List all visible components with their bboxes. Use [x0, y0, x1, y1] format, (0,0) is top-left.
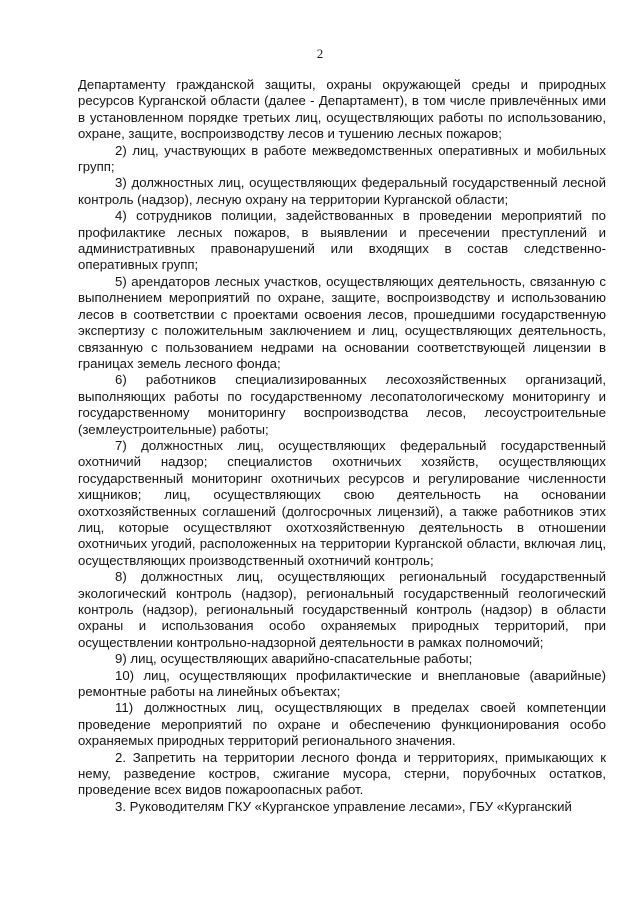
page-number: 2	[316, 46, 324, 61]
list-item: 3) должностных лиц, осуществляющих федеральный государственный лесной контроль (надзор), лесную охрану на территории Курганской области;	[78, 175, 606, 207]
clause-paragraph: 2. Запретить на территории лесного фонда и территориях, примыкающих к нему, разведение костров, сжигание мусора, стерни, порубочных остатков, проведение всех видов пожароопасных работ.	[78, 749, 606, 798]
list-item: 2) лиц, участвующих в работе межведомственных оперативных и мобильных групп;	[78, 142, 606, 175]
list-item: 8) должностных лиц, осуществляющих региональный государственный экологический контроль (надзор), региональный государственный геологический контроль (надзор), региональный государственный контроль (надзор) в области охраны и использования особо охраняемых природных территорий, при осуществлении контрольно-надзорной деятельности в рамках полномочий;	[78, 569, 606, 650]
paragraph-continuation: Департаменту гражданской защиты, охраны окружающей среды и природных ресурсов Курганской области (далее - Департамент), в том числе привлечённых ими в установленном порядке третьих лиц, осуществляющих работы по использованию, охране, защите, воспроизводству лесов и тушению лесных пожаров;	[78, 77, 606, 142]
list-item: 4) сотрудников полиции, задействованных в проведении мероприятий по профилактике лесных пожаров, в выявлении и пресечении преступлений и административных правонарушений или входящих в состав следственно-оперативных групп;	[78, 208, 606, 273]
list-item: 11) должностных лиц, осуществляющих в пределах своей компетенции проведение мероприятий по охране и обеспечению функционирования особо охраняемых природных территорий регионального значения.	[78, 700, 606, 749]
list-item: 7) должностных лиц, осуществляющих федеральный государственный охотничий надзор; специалистов охотничьих хозяйств, осуществляющих государственный мониторинг охотничьих ресурсов и регулирование численности хищников; лиц, осуществляющих свою деятельность на основании охотхозяйственных соглашений (долгосрочных лицензий), а также работников этих лиц, которые осуществляют охотхозяйственную деятельность в отношении охотничьих угодий, расположенных на территории Курганской области, включая лиц, осуществляющих производственный охотничий контроль;	[78, 437, 606, 568]
list-item: 5) арендаторов лесных участков, осуществляющих деятельность, связанную с выполнением мероприятий по охране, защите, воспроизводству и использованию лесов в соответствии с проектами освоения лесов, прошедшими государственную экспертизу с положительным заключением и лиц, осуществляющих деятельность, связанную с пользованием недрами на основании соответствующей лицензии в границах земель лесного фонда;	[78, 273, 606, 371]
document-body	[78, 77, 606, 815]
list-item: 9) лиц, осуществляющих аварийно-спасательные работы;	[115, 651, 473, 667]
clause-paragraph: 3. Руководителям ГКУ «Курганское управление лесами», ГБУ «Курганский	[115, 798, 572, 814]
list-item: 6) работников специализированных лесохозяйственных организаций, выполняющих работы по государственному лесопатологическому мониторингу и государственному мониторингу воспроизводства лесов, лесоустроительные (землеустроительные) работы;	[78, 372, 606, 437]
list-item: 10) лиц, осуществляющих профилактические и внеплановые (аварийные) ремонтные работы на линейных объектах;	[78, 667, 606, 700]
